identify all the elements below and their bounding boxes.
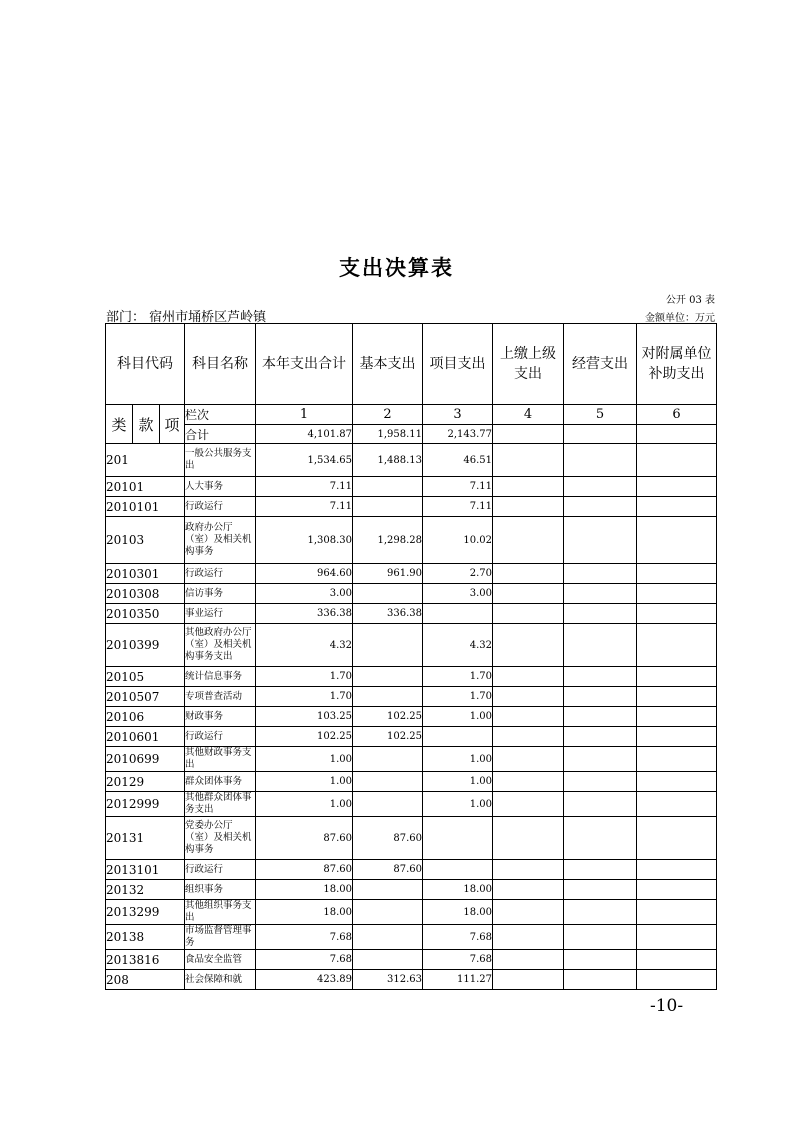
column-index: 6 <box>637 405 717 425</box>
amount-upper <box>493 817 564 860</box>
amount-basic <box>353 584 423 604</box>
amount-upper <box>493 707 564 727</box>
subject-name: 食品安全监管 <box>185 950 256 970</box>
amount-project: 1.00 <box>423 772 493 792</box>
amount-project <box>423 817 493 860</box>
amount-subsidy <box>637 970 717 990</box>
amount-total: 18.00 <box>256 900 353 925</box>
department-label: 部门： 宿州市埇桥区芦岭镇 <box>106 310 267 325</box>
table-row <box>106 860 717 880</box>
amount-basic <box>353 772 423 792</box>
table-row <box>106 584 717 604</box>
amount-business <box>564 792 637 817</box>
amount-subsidy <box>637 584 717 604</box>
amount-business <box>564 477 637 497</box>
amount-total: 1.70 <box>256 687 353 707</box>
amount-business <box>564 817 637 860</box>
amount-project: 7.68 <box>423 925 493 950</box>
header-upper <box>493 324 564 405</box>
amount-basic: 102.25 <box>353 727 423 747</box>
subject-code: 2013101 <box>106 860 185 880</box>
amount-upper <box>493 950 564 970</box>
subject-code: 20132 <box>106 880 185 900</box>
subject-code: 20103 <box>106 517 185 564</box>
amount-total: 7.68 <box>256 925 353 950</box>
total-subsidy <box>637 425 717 444</box>
amount-total: 336.38 <box>256 604 353 624</box>
page-title: 支出决算表 <box>339 256 454 280</box>
amount-upper <box>493 772 564 792</box>
table-row <box>106 707 717 727</box>
amount-basic <box>353 925 423 950</box>
amount-project: 1.70 <box>423 667 493 687</box>
subject-name: 其他组织事务支出 <box>185 900 256 925</box>
amount-basic <box>353 687 423 707</box>
amount-business <box>564 925 637 950</box>
amount-subsidy <box>637 687 717 707</box>
subject-code: 20138 <box>106 925 185 950</box>
amount-business <box>564 727 637 747</box>
subject-name: 社会保障和就 <box>185 970 256 990</box>
header-kuan: 款 <box>133 405 160 444</box>
amount-basic <box>353 497 423 517</box>
column-index: 2 <box>353 405 423 425</box>
amount-basic <box>353 900 423 925</box>
header-subsidy <box>637 324 717 405</box>
amount-project: 1.70 <box>423 687 493 707</box>
subject-code: 20106 <box>106 707 185 727</box>
amount-subsidy <box>637 950 717 970</box>
subject-code: 20131 <box>106 817 185 860</box>
amount-business <box>564 687 637 707</box>
subject-code: 201 <box>106 444 185 477</box>
table-row <box>106 604 717 624</box>
subject-name: 行政运行 <box>185 497 256 517</box>
table-row <box>106 687 717 707</box>
subject-name: 事业运行 <box>185 604 256 624</box>
amount-basic <box>353 624 423 667</box>
amount-upper <box>493 584 564 604</box>
subject-name: 一般公共服务支出 <box>185 444 256 477</box>
header-basic: 基本支出 <box>353 324 423 405</box>
column-index: 1 <box>256 405 353 425</box>
amount-upper <box>493 444 564 477</box>
amount-subsidy <box>637 925 717 950</box>
lanci-label: 栏次 <box>185 405 256 425</box>
amount-basic <box>353 950 423 970</box>
table-row <box>106 880 717 900</box>
amount-basic <box>353 880 423 900</box>
total-basic: 1,958.11 <box>353 425 423 444</box>
header-name: 科目名称 <box>185 324 256 405</box>
subject-code: 2010699 <box>106 747 185 772</box>
amount-project: 18.00 <box>423 880 493 900</box>
amount-upper <box>493 497 564 517</box>
form-number: 公开 03 表 <box>665 295 715 306</box>
amount-project: 4.32 <box>423 624 493 667</box>
amount-upper <box>493 900 564 925</box>
amount-subsidy <box>637 900 717 925</box>
total-upper <box>493 425 564 444</box>
amount-subsidy <box>637 604 717 624</box>
amount-basic <box>353 747 423 772</box>
table-row <box>106 624 717 667</box>
amount-total: 7.68 <box>256 950 353 970</box>
amount-project: 46.51 <box>423 444 493 477</box>
amount-subsidy <box>637 667 717 687</box>
amount-total: 1.00 <box>256 792 353 817</box>
amount-basic <box>353 477 423 497</box>
total-sum: 4,101.87 <box>256 425 353 444</box>
amount-project: 111.27 <box>423 970 493 990</box>
total-business <box>564 425 637 444</box>
amount-upper <box>493 687 564 707</box>
header-upper-line2: 支出 <box>514 366 542 382</box>
subject-code: 208 <box>106 970 185 990</box>
table-row <box>106 497 717 517</box>
subject-code: 2013816 <box>106 950 185 970</box>
amount-subsidy <box>637 444 717 477</box>
subject-name: 其他群众团体事务支出 <box>185 792 256 817</box>
amount-project <box>423 860 493 880</box>
column-index: 3 <box>423 405 493 425</box>
amount-total: 7.11 <box>256 477 353 497</box>
subject-name: 人大事务 <box>185 477 256 497</box>
table-row <box>106 477 717 497</box>
amount-upper <box>493 860 564 880</box>
table-row <box>106 817 717 860</box>
amount-business <box>564 497 637 517</box>
subject-code: 2010601 <box>106 727 185 747</box>
amount-project: 7.11 <box>423 497 493 517</box>
subject-name: 市场监督管理事务 <box>185 925 256 950</box>
amount-unit: 金额单位：万元 <box>645 313 715 324</box>
amount-total: 1.00 <box>256 747 353 772</box>
amount-business <box>564 860 637 880</box>
amount-subsidy <box>637 747 717 772</box>
total-row <box>106 425 717 444</box>
header-upper-line1: 上缴上级 <box>500 346 556 362</box>
amount-total: 1.70 <box>256 667 353 687</box>
amount-subsidy <box>637 497 717 517</box>
amount-total: 1.00 <box>256 772 353 792</box>
amount-basic: 87.60 <box>353 817 423 860</box>
amount-total: 1,534.65 <box>256 444 353 477</box>
amount-basic: 961.90 <box>353 564 423 584</box>
table-row <box>106 564 717 584</box>
header-subsidy-line2: 补助支出 <box>648 366 705 382</box>
amount-subsidy <box>637 727 717 747</box>
amount-basic: 87.60 <box>353 860 423 880</box>
amount-subsidy <box>637 624 717 667</box>
table-row <box>106 950 717 970</box>
amount-upper <box>493 624 564 667</box>
subject-name: 行政运行 <box>185 564 256 584</box>
amount-subsidy <box>637 817 717 860</box>
amount-basic <box>353 667 423 687</box>
amount-project: 10.02 <box>423 517 493 564</box>
subject-code: 20101 <box>106 477 185 497</box>
total-project: 2,143.77 <box>423 425 493 444</box>
amount-project: 3.00 <box>423 584 493 604</box>
amount-subsidy <box>637 772 717 792</box>
table-row <box>106 444 717 477</box>
amount-project: 1.00 <box>423 792 493 817</box>
subject-code: 2012999 <box>106 792 185 817</box>
amount-business <box>564 772 637 792</box>
table-row <box>106 925 717 950</box>
amount-upper <box>493 517 564 564</box>
amount-basic: 1,488.13 <box>353 444 423 477</box>
header-row <box>106 324 717 405</box>
amount-business <box>564 667 637 687</box>
table-row <box>106 747 717 772</box>
amount-business <box>564 444 637 477</box>
header-subsidy-line1: 对附属单位 <box>641 346 712 362</box>
amount-project <box>423 727 493 747</box>
amount-subsidy <box>637 477 717 497</box>
table-row <box>106 517 717 564</box>
amount-basic: 1,298.28 <box>353 517 423 564</box>
amount-business <box>564 624 637 667</box>
subject-name: 行政运行 <box>185 727 256 747</box>
amount-total: 3.00 <box>256 584 353 604</box>
amount-subsidy <box>637 707 717 727</box>
table-row <box>106 900 717 925</box>
amount-upper <box>493 747 564 772</box>
column-index: 4 <box>493 405 564 425</box>
column-index: 5 <box>564 405 637 425</box>
amount-business <box>564 747 637 772</box>
expenditure-table <box>105 323 717 990</box>
amount-basic <box>353 792 423 817</box>
amount-total: 7.11 <box>256 497 353 517</box>
amount-total: 4.32 <box>256 624 353 667</box>
subject-code: 2013299 <box>106 900 185 925</box>
table-row <box>106 667 717 687</box>
amount-business <box>564 900 637 925</box>
amount-basic: 312.63 <box>353 970 423 990</box>
subject-name: 行政运行 <box>185 860 256 880</box>
subject-name: 其他政府办公厅（室）及相关机构事务支出 <box>185 624 256 667</box>
amount-business <box>564 517 637 564</box>
amount-business <box>564 584 637 604</box>
amount-subsidy <box>637 564 717 584</box>
amount-upper <box>493 880 564 900</box>
amount-business <box>564 970 637 990</box>
amount-total: 103.25 <box>256 707 353 727</box>
amount-project: 1.00 <box>423 747 493 772</box>
amount-upper <box>493 667 564 687</box>
subject-code: 20129 <box>106 772 185 792</box>
amount-total: 423.89 <box>256 970 353 990</box>
amount-upper <box>493 564 564 584</box>
subject-code: 2010101 <box>106 497 185 517</box>
subject-name: 统计信息事务 <box>185 667 256 687</box>
amount-total: 102.25 <box>256 727 353 747</box>
amount-business <box>564 604 637 624</box>
amount-upper <box>493 604 564 624</box>
amount-project: 2.70 <box>423 564 493 584</box>
amount-upper <box>493 792 564 817</box>
header-total: 本年支出合计 <box>256 324 353 405</box>
amount-project: 1.00 <box>423 707 493 727</box>
subject-code: 2010308 <box>106 584 185 604</box>
subject-name: 财政事务 <box>185 707 256 727</box>
header-project: 项目支出 <box>423 324 493 405</box>
subject-code: 2010399 <box>106 624 185 667</box>
column-index-row <box>106 405 717 425</box>
amount-total: 18.00 <box>256 880 353 900</box>
subject-name: 群众团体事务 <box>185 772 256 792</box>
amount-business <box>564 564 637 584</box>
header-xiang: 项 <box>160 405 185 444</box>
subject-name: 党委办公厅（室）及相关机构事务 <box>185 817 256 860</box>
subject-code: 2010350 <box>106 604 185 624</box>
table-row <box>106 970 717 990</box>
amount-subsidy <box>637 517 717 564</box>
amount-basic: 336.38 <box>353 604 423 624</box>
subject-name: 其他财政事务支出 <box>185 747 256 772</box>
amount-business <box>564 707 637 727</box>
amount-upper <box>493 970 564 990</box>
amount-project: 7.68 <box>423 950 493 970</box>
amount-total: 87.60 <box>256 817 353 860</box>
amount-project: 7.11 <box>423 477 493 497</box>
page-number: -10- <box>650 996 684 1016</box>
subject-code: 20105 <box>106 667 185 687</box>
amount-subsidy <box>637 860 717 880</box>
subject-code: 2010507 <box>106 687 185 707</box>
subject-code: 2010301 <box>106 564 185 584</box>
amount-project <box>423 604 493 624</box>
amount-total: 964.60 <box>256 564 353 584</box>
amount-business <box>564 950 637 970</box>
subject-name: 专项普查活动 <box>185 687 256 707</box>
amount-upper <box>493 477 564 497</box>
subject-name: 信访事务 <box>185 584 256 604</box>
amount-business <box>564 880 637 900</box>
amount-total: 87.60 <box>256 860 353 880</box>
amount-upper <box>493 925 564 950</box>
header-business: 经营支出 <box>564 324 637 405</box>
amount-basic: 102.25 <box>353 707 423 727</box>
subject-name: 政府办公厅（室）及相关机构事务 <box>185 517 256 564</box>
subject-name: 组织事务 <box>185 880 256 900</box>
table-row <box>106 727 717 747</box>
header-lei: 类 <box>106 405 133 444</box>
table-row <box>106 792 717 817</box>
amount-total: 1,308.30 <box>256 517 353 564</box>
amount-project: 18.00 <box>423 900 493 925</box>
table-row <box>106 772 717 792</box>
amount-subsidy <box>637 792 717 817</box>
amount-upper <box>493 727 564 747</box>
amount-subsidy <box>637 880 717 900</box>
header-code: 科目代码 <box>106 324 185 405</box>
total-label: 合计 <box>185 425 256 444</box>
